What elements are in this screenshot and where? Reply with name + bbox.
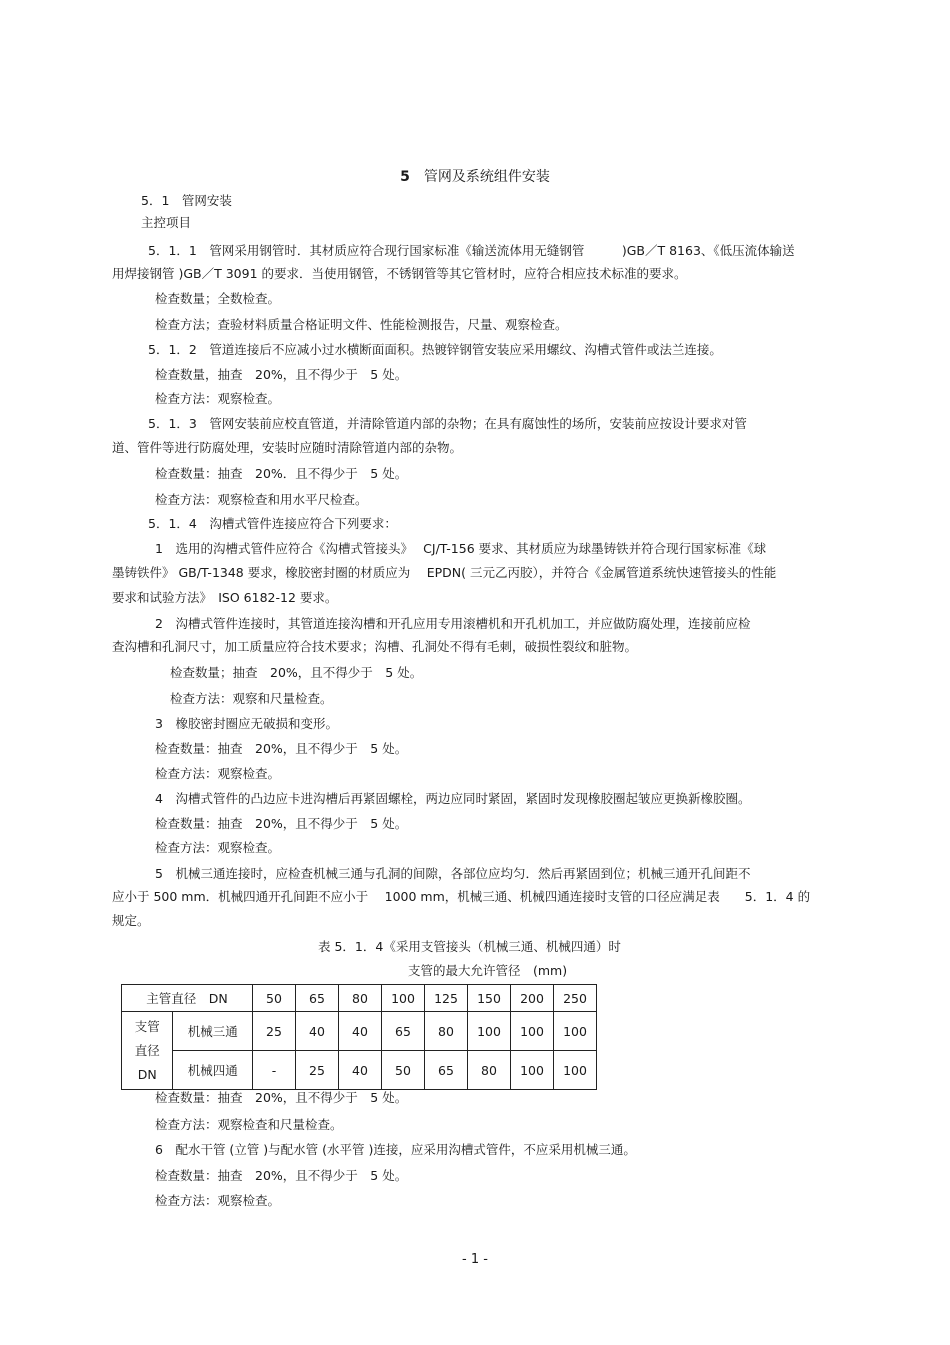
check-line: 检查方法；查验材料质量合格证明文件、性能检测报告，尺量、观察检查。 (155, 317, 568, 332)
check-line: 检查方法：观察检查和尺量检查。 (155, 1117, 343, 1132)
table-row (122, 1012, 597, 1051)
section-number: 5 (400, 169, 410, 185)
table-cell: 25 (296, 1051, 339, 1090)
check-line: 检查数量：抽查 20%．且不得少于 5 处。 (155, 466, 408, 481)
table-cell: 25 (253, 1012, 296, 1051)
paragraph-line: 1 选用的沟槽式管件应符合《沟槽式管接头》 CJ/T-156 要求、其材质应为球墨铸铁并符合现行国家标准《球 (155, 541, 767, 556)
table-row (122, 985, 597, 1012)
check-line: 检查方法：观察检查。 (155, 1193, 281, 1208)
table-cell: 40 (339, 1012, 382, 1051)
table-cell: 100 (382, 985, 425, 1012)
check-line: 检查数量：抽查 20%，且不得少于 5 处。 (155, 1090, 408, 1105)
table-row (122, 1051, 597, 1090)
table-cell: 65 (296, 985, 339, 1012)
check-line: 检查方法：观察和尺量检查。 (170, 691, 333, 706)
paragraph-line: 3 橡胶密封圈应无破损和变形。 (155, 716, 338, 731)
check-line: 检查方法：观察检查。 (155, 391, 281, 406)
branch-label-line: 直径 (134, 1042, 160, 1058)
table-header-branch (122, 1012, 173, 1090)
paragraph-line: 道、管件等进行防腐处理，安装时应随时清除管道内部的杂物。 (112, 440, 463, 455)
branch-label-line: 支管 (134, 1018, 160, 1034)
row-label-cross: 机械四通 (173, 1051, 253, 1090)
section-title-text: 管网及系统组件安装 (423, 169, 550, 185)
check-line: 检查数量：抽查 20%，且不得少于 5 处。 (155, 1168, 408, 1183)
table-cell: 100 (511, 1012, 554, 1051)
table-cell: - (253, 1051, 296, 1090)
paragraph-line: 规定。 (112, 913, 150, 928)
table-cell: 50 (253, 985, 296, 1012)
table-cell: 40 (339, 1051, 382, 1090)
paragraph-line: 用焊接钢管 )GB／T 3091 的要求．当使用钢管，不锈钢管等其它管材时，应符合相应技术标准的要求。 (112, 266, 687, 281)
paragraph-line: 要求和试验方法》 ISO 6182-12 要求。 (112, 590, 338, 605)
paragraph-line: 5．1．4 沟槽式管件连接应符合下列要求： (148, 516, 397, 531)
paragraph-line: 墨铸铁件》 GB/T-1348 要求，橡胶密封圈的材质应为 EPDN( 三元乙丙胶），并符合《金属管道系统快速管接头的性能 (112, 565, 777, 580)
check-line: 检查数量，抽查 20%，且不得少于 5 处。 (155, 367, 408, 382)
paragraph-line: 5．1．1 管网采用钢管时．其材质应符合现行国家标准《输送流体用无缝钢管 )GB／T 8163、《低压流体输送 (148, 243, 795, 258)
table-cell: 100 (554, 1051, 597, 1090)
paragraph-line: 5 机械三通连接时，应检查机械三通与孔洞的间隙，各部位应均匀．然后再紧固到位；机械三通开孔间距不 (155, 866, 751, 881)
paragraph-line: 2 沟槽式管件连接时，其管道连接沟槽和开孔应用专用滚槽机和开孔机加工，并应做防腐处理，连接前应检 (155, 616, 751, 631)
check-line: 检查方法：观察检查和用水平尺检查。 (155, 492, 368, 507)
check-line: 检查方法：观察检查。 (155, 840, 281, 855)
table-cell: 50 (382, 1051, 425, 1090)
check-line: 检查数量：抽查 20%，且不得少于 5 处。 (155, 816, 408, 831)
table-cell: 250 (554, 985, 597, 1012)
table-cell: 150 (468, 985, 511, 1012)
section-title (0, 168, 950, 186)
paragraph-line: 应小于 500 mm．机械四通开孔间距不应小于 1000 mm，机械三通、机械四通连接时支管的口径应满足表 5．1．4 的 (112, 889, 811, 904)
paragraph-line: 4 沟槽式管件的凸边应卡进沟槽后再紧固螺栓，两边应同时紧固，紧固时发现橡胶圈起皱应更换新橡胶圈。 (155, 791, 751, 806)
table-cell: 100 (554, 1012, 597, 1051)
table-cell: 80 (425, 1012, 468, 1051)
page-number: - 1 - (462, 1252, 488, 1267)
check-line: 检查方法：观察检查。 (155, 766, 281, 781)
main-control-heading: 主控项目 (141, 215, 192, 230)
subsection-heading: 5．1 管网安装 (141, 193, 232, 208)
branch-diameter-table (121, 984, 597, 1090)
paragraph-line: 5．1．2 管道连接后不应减小过水横断面面积。热镀锌钢管安装应采用螺纹、沟槽式管件或法兰连接。 (148, 342, 722, 357)
check-line: 检查数量；全数检查。 (155, 291, 281, 306)
table-cell: 100 (511, 1051, 554, 1090)
table-cell: 40 (296, 1012, 339, 1051)
paragraph-line: 查沟槽和孔洞尺寸，加工质量应符合技术要求；沟槽、孔洞处不得有毛刺，破损性裂纹和脏物。 (112, 639, 638, 654)
check-line: 检查数量：抽查 20%，且不得少于 5 处。 (155, 741, 408, 756)
table-cell: 100 (468, 1012, 511, 1051)
table-cell: 80 (339, 985, 382, 1012)
paragraph-line: 5．1．3 管网安装前应校直管道，并清除管道内部的杂物；在具有腐蚀性的场所，安装前应按设计要求对管 (148, 416, 747, 431)
table-header-main: 主管直径 DN (122, 985, 253, 1012)
table-caption: 表 5．1．4《采用支管接头（机械三通、机械四通）时 (318, 939, 621, 954)
table-cell: 200 (511, 985, 554, 1012)
table-cell: 125 (425, 985, 468, 1012)
check-line: 检查数量；抽查 20%，且不得少于 5 处。 (170, 665, 423, 680)
table-cell: 65 (425, 1051, 468, 1090)
paragraph-line: 6 配水干管 (立管 )与配水管 (水平管 )连接，应采用沟槽式管件，不应采用机械三通。 (155, 1142, 636, 1157)
table-cell: 65 (382, 1012, 425, 1051)
branch-label-line: DN (137, 1066, 157, 1082)
table-caption-units: 支管的最大允许管径 (mm) (408, 963, 568, 978)
row-label-tee: 机械三通 (173, 1012, 253, 1051)
table-cell: 80 (468, 1051, 511, 1090)
